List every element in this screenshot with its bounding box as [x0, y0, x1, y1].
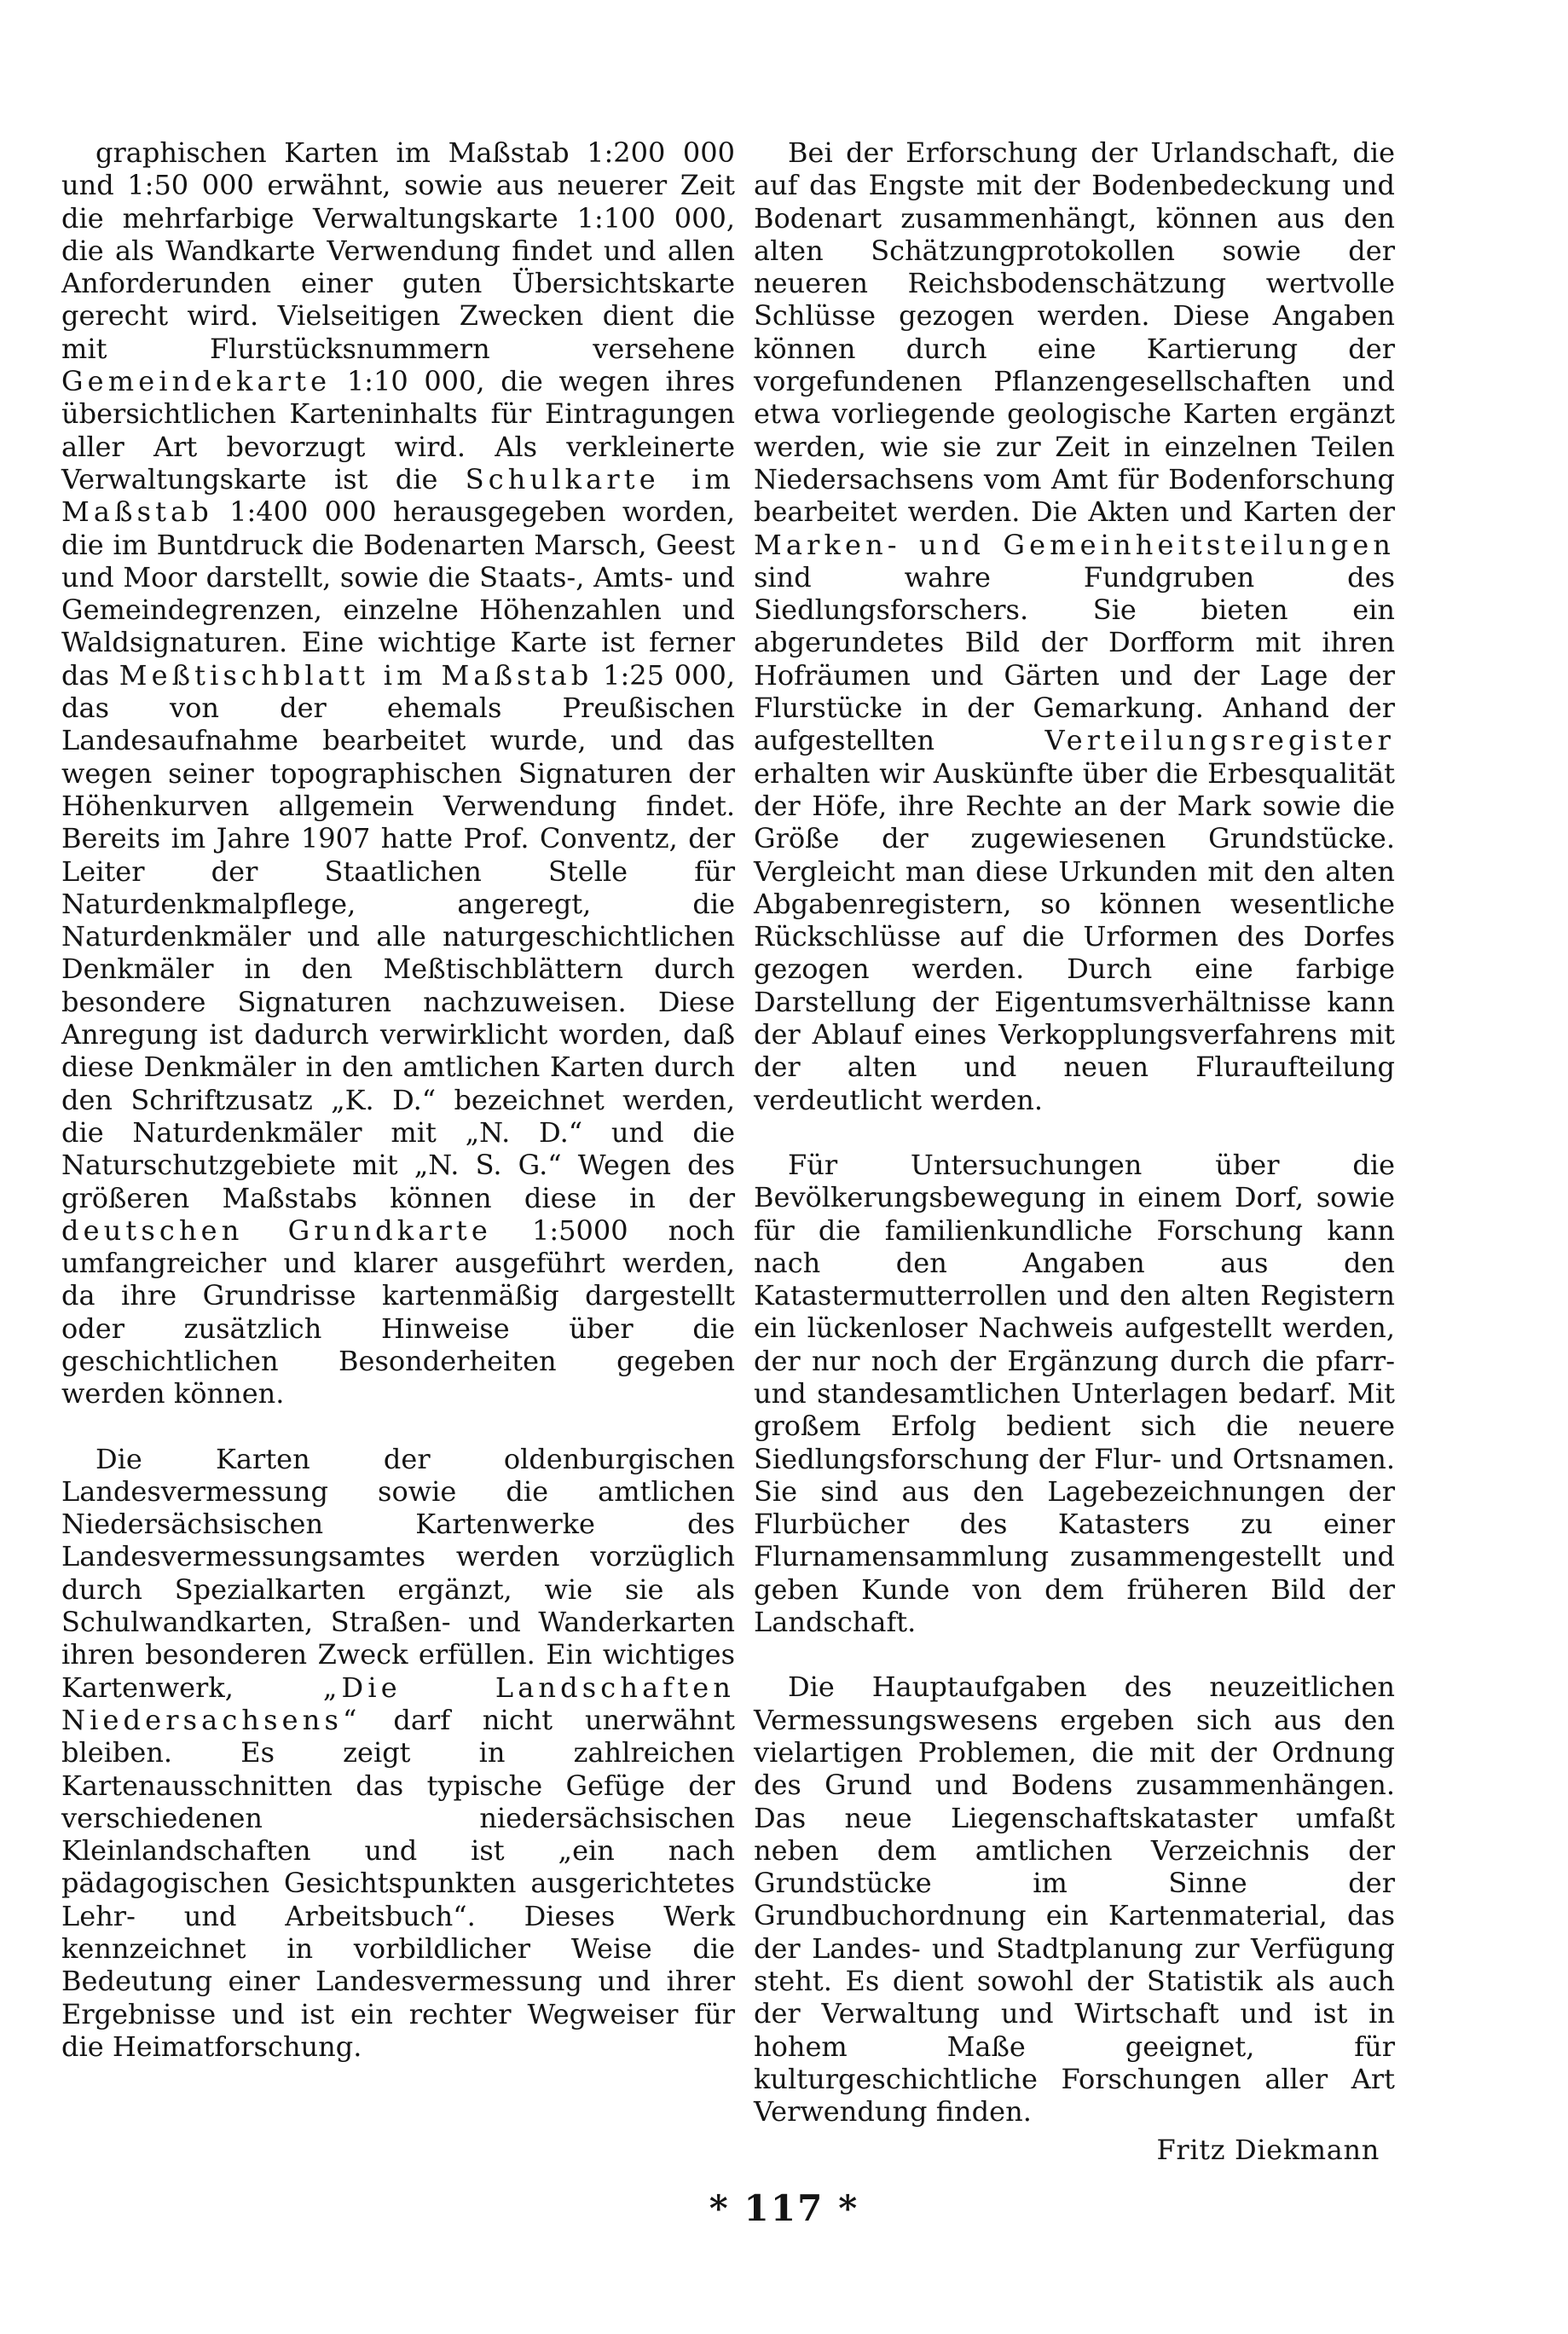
spaced-term: Marken- und Gemeinheitsteilungen	[754, 528, 1395, 561]
text-run: 1:25 000, das von der ehemals Preußischen Landesaufnahme bearbeitet wurde, und das wegen seiner topographischen Signaturen der Höhenkurven allgemein Verwendung findet. Bereits im Jahre 1907 hatte Prof. Conventz, der Leiter der Staatlichen Stelle für Naturdenkmalpflege, angeregt, die Naturdenkmäler und alle naturgeschichtlichen Denkmäler in den Meßtischblättern durch besondere Signaturen nachzuweisen. Diese Anregung ist dadurch verwirklicht worden, daß diese Denkmäler in den amtlichen Karten durch den Schriftzusatz „K. D.“ bezeichnet werden, die Naturdenkmäler mit „N. D.“ und die Naturschutzgebiete mit „N. S. G.“ Wegen des größeren Maßstabs können diese in der	[61, 658, 735, 1214]
page-number: * 117 *	[709, 2187, 859, 2229]
left-column	[61, 136, 735, 2063]
paragraph	[61, 1443, 735, 2064]
text-run: 1:5000 noch umfangreicher und klarer ausgeführt werden, da ihre Grundrisse kartenmäßig dargestellt oder zusätzlich Hinweise über die geschichtlichen Besonderheiten gegeben werden können.	[61, 1213, 735, 1410]
text-run: darf nicht unerwähnt bleiben. Es zeigt in zahlreichen Kartenausschnitten das typische Gefüge der verschiedenen niedersächsischen Kleinlandschaften und ist „ein nach pädagogischen Gesichtspunkten ausgerichtetes Lehr- und Arbeitsbuch“. Dieses Werk kennzeichnet in vorbildlicher Weise die Bedeutung einer Landesvermessung und ihrer Ergebnisse und ist ein rechter Wegweiser für die Heimatforschung.	[61, 1703, 735, 2063]
spaced-term: Verteilungsregister	[1044, 724, 1395, 757]
paragraph	[754, 136, 1395, 1116]
text-run: 1:400 000 herausgegeben worden, die im Buntdruck die Bodenarten Marsch, Geest und Moor darstellt, sowie die Staats-, Amts- und Gemeindegrenzen, einzelne Höhenzahlen und Waldsignaturen. Eine wichtige Karte ist ferner das	[61, 495, 735, 692]
text-run: Für Untersuchungen über die Bevölkerungsbewegung in einem Dorf, sowie für die familienkundliche Forschung kann nach den Angaben aus den Katastermutterrollen und den alten Registern ein lückenloser Nachweis aufgestellt werden, der nur noch der Ergänzung durch die pfarr- und standesamtlichen Unterlagen bedarf. Mit großem Erfolg bedient sich die neuere Siedlungsforschung der Flur- und Ortsnamen. Sie sind aus den Lagebezeichnungen der Flurbücher des Katasters zu einer Flurnamensammlung zusammengestellt und geben Kunde von dem früheren Bild der Landschaft.	[754, 1148, 1395, 1639]
text-run: graphischen Karten im Maßstab 1:200 000 und 1:50 000 erwähnt, sowie aus neuerer Zeit die mehrfarbige Verwaltungskarte 1:100 000, die als Wandkarte Verwendung findet und allen Anforderunden einer guten Übersichtskarte gerecht wird. Vielseitigen Zwecken dient die mit Flurstücksnummern versehene	[61, 136, 735, 365]
spaced-term: „Die Landschaften Niedersachsens“	[61, 1671, 735, 1736]
author-signature: Fritz Diekmann	[1156, 2133, 1380, 2166]
paragraph	[754, 1149, 1395, 1638]
text-run: sind wahre Fundgruben des Siedlungsforschers. Sie bieten ein abgerundetes Bild der Dorfform mit ihren Hofräumen und Gärten und der Lage der Flurstücke in der Gemarkung. Anhand der aufgestellten	[754, 560, 1395, 757]
spaced-term: Schulkarte im Maßstab	[61, 462, 736, 529]
spaced-term: deutschen Grundkarte	[61, 1213, 492, 1247]
text-run: Die Karten der oldenburgischen Landesvermessung sowie die amtlichen Niedersächsischen Kartenwerke des Landesvermessungsamtes werden vorzüglich durch Spezialkarten ergänzt, wie sie als Schulwandkarten, Straßen- und Wanderkarten ihren besonderen Zweck erfüllen. Ein wichtiges Kartenwerk,	[61, 1442, 735, 1704]
paragraph	[754, 1671, 1395, 2128]
text-run: Bei der Erforschung der Urlandschaft, die auf das Engste mit der Bodenbedeckung und Bodenart zusammenhängt, können aus den alten Schätzungprotokollen sowie der neueren Reichsbodenschätzung wertvolle Schlüsse gezogen werden. Diese Angaben können durch eine Kartierung der vorgefundenen Pflanzengesellschaften und etwa vorliegende geologische Karten ergänzt werden, wie sie zur Zeit in einzelnen Teilen Niedersachsens vom Amt für Bodenforschung bearbeitet werden. Die Akten und Karten der	[754, 136, 1395, 529]
right-column	[754, 136, 1395, 2166]
text-run: 1:10 000, die wegen ihres übersichtlichen Karteninhalts für Eintragungen aller Art bevorzugt wird. Als verkleinerte Verwaltungskarte ist die	[61, 365, 735, 495]
text-run: erhalten wir Auskünfte über die Erbesqualität der Höfe, ihre Rechte an der Mark sowie die Größe der zugewiesenen Grundstücke. Vergleicht man diese Urkunden mit den alten Abgabenregistern, so können wesentliche Rückschlüsse auf die Urformen des Dorfes gezogen werden. Durch eine farbige Darstellung der Eigentumsverhältnisse kann der Ablauf eines Verkopplungsverfahrens mit der alten und neuen Fluraufteilung verdeutlicht werden.	[754, 756, 1395, 1116]
spaced-term: Meßtischblatt im Maßstab	[119, 658, 593, 692]
paragraph	[61, 136, 735, 1410]
spaced-term: Gemeindekarte	[61, 365, 332, 398]
text-run: Die Hauptaufgaben des neuzeitlichen Vermessungswesens ergeben sich aus den vielartigen Problemen, die mit der Ordnung des Grund und Bodens zusammenhängen. Das neue Liegenschaftskataster umfaßt neben dem amtlichen Verzeichnis der Grundstücke im Sinne der Grundbuchordnung ein Kartenmaterial, das der Landes- und Stadtplanung zur Verfügung steht. Es dient sowohl der Statistik als auch der Verwaltung und Wirtschaft und ist in hohem Maße geeignet, für kulturgeschichtliche Forschungen aller Art Verwendung finden.	[754, 1671, 1395, 2128]
